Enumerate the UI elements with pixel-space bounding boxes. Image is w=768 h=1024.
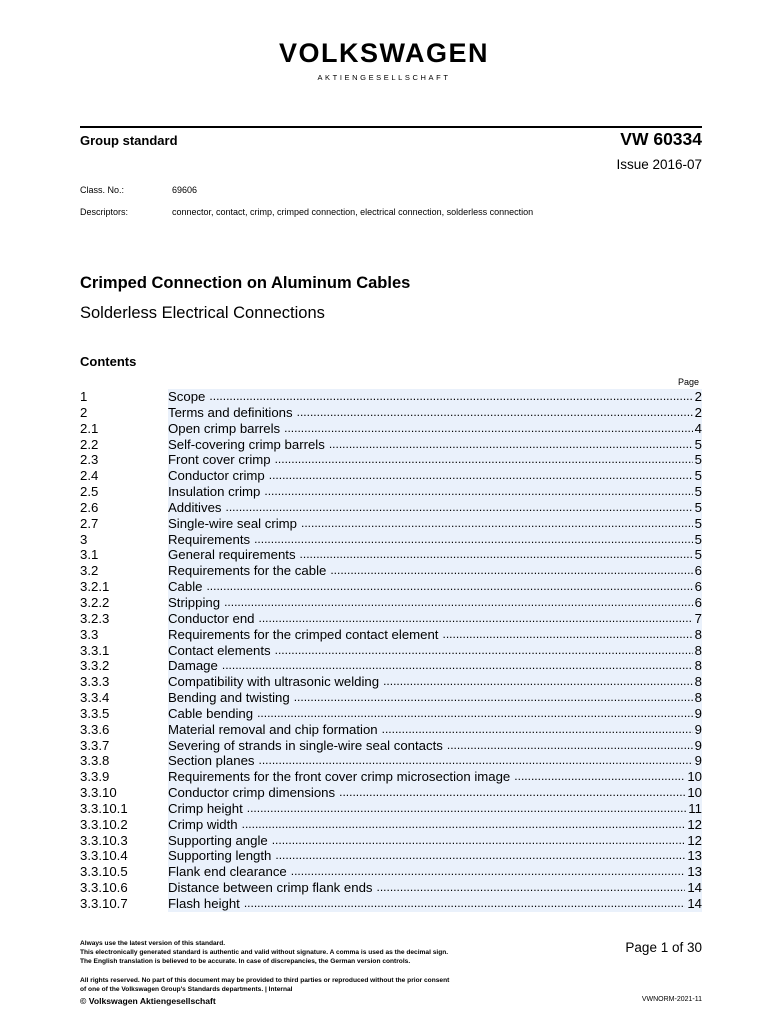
toc-entry-title: Requirements [168, 532, 254, 548]
toc-page-number: 7 [694, 610, 702, 626]
toc-entry-title: Conductor crimp [168, 468, 269, 484]
toc-row [80, 896, 702, 912]
footer-note-internal: of one of the Volkswagen Group's Standards departments. | Internal [80, 986, 293, 993]
toc-page-number: 10 [687, 785, 702, 801]
toc-row [80, 611, 702, 627]
toc-row [80, 817, 702, 833]
toc-entry-title: Cable [168, 579, 206, 595]
toc-row [80, 722, 702, 738]
company-logo-subtitle: AKTIENGESELLSCHAFT [317, 73, 451, 82]
toc-entry-link[interactable] [168, 722, 702, 738]
company-logo-wordmark: VOLKSWAGEN [278, 38, 489, 68]
toc-dot-leader [259, 753, 693, 769]
toc-section-number: 3.2.1 [80, 579, 110, 595]
toc-row [80, 421, 702, 437]
toc-dot-leader [244, 896, 685, 912]
toc-section-number: 2 [80, 404, 88, 420]
toc-section-number: 3.3.1 [80, 642, 110, 658]
toc-dot-leader [447, 738, 693, 754]
footer-note-latest: Always use the latest version of this standard. [80, 940, 226, 947]
toc-section-number: 2.4 [80, 468, 99, 484]
toc-entry-link[interactable] [168, 896, 702, 912]
toc-section-number: 3.1 [80, 547, 99, 563]
toc-dot-leader [377, 880, 686, 896]
toc-page-number: 8 [694, 658, 702, 674]
toc-page-number: 9 [694, 705, 702, 721]
footer-note-rights: All rights reserved. No part of this document may be provided to third parties or reproduced without the prior consent [80, 977, 450, 984]
toc-page-number: 9 [694, 737, 702, 753]
toc-entry-link[interactable] [168, 833, 702, 849]
toc-entry-link[interactable] [168, 880, 702, 896]
toc-entry-link[interactable] [168, 769, 702, 785]
toc-row [80, 706, 702, 722]
toc-entry-link[interactable] [168, 848, 702, 864]
toc-row [80, 484, 702, 500]
toc-entry-link[interactable] [168, 785, 702, 801]
toc-page-number: 2 [694, 404, 702, 420]
toc-entry-title: Requirements for the cable [168, 563, 330, 579]
toc-section-number: 3.3.10.6 [80, 880, 128, 896]
toc-page-number: 6 [694, 594, 702, 610]
toc-section-number: 2.1 [80, 420, 99, 436]
toc-dot-leader [383, 674, 693, 690]
toc-entry-link[interactable] [168, 532, 702, 548]
toc-entry-link[interactable] [168, 468, 702, 484]
toc-entry-title: Cable bending [168, 706, 257, 722]
toc-section-number: 3.3.3 [80, 674, 110, 690]
toc-page-number: 5 [694, 515, 702, 531]
toc-row [80, 674, 702, 690]
toc-entry-title: Scope [168, 389, 209, 405]
toc-page-number: 4 [694, 420, 702, 436]
document-number: VW 60334 [620, 129, 702, 149]
toc-section-number: 2.2 [80, 436, 99, 452]
toc-row [80, 769, 702, 785]
toc-dot-leader [259, 611, 693, 627]
toc-page-number: 6 [694, 563, 702, 579]
toc-dot-leader [284, 421, 693, 437]
toc-entry-link[interactable] [168, 595, 702, 611]
issue-date: Issue 2016-07 [616, 157, 702, 172]
toc-page-number: 14 [687, 896, 702, 911]
toc-row [80, 690, 702, 706]
toc-section-number: 3.2 [80, 563, 99, 579]
toc-section-number: 1 [80, 389, 88, 404]
toc-page-number: 11 [688, 800, 702, 816]
toc-dot-leader [275, 452, 693, 468]
toc-row [80, 595, 702, 611]
toc-entry-title: Single-wire seal crimp [168, 516, 301, 532]
toc-entry-link[interactable] [168, 421, 702, 437]
toc-entry-title: Conductor end [168, 611, 259, 627]
toc-entry-title: Flash height [168, 896, 244, 912]
toc-row [80, 563, 702, 579]
toc-page-number: 8 [694, 642, 702, 658]
toc-dot-leader [264, 484, 692, 500]
toc-section-number: 3.3.10.7 [80, 896, 128, 911]
toc-entry-title: Supporting angle [168, 833, 272, 849]
toc-entry-title: Contact elements [168, 643, 275, 659]
contents-heading: Contents [80, 354, 137, 369]
toc-page-number: 9 [694, 721, 702, 737]
toc-row [80, 437, 702, 453]
toc-dot-leader [301, 516, 693, 532]
toc-entry-title: Terms and definitions [168, 405, 297, 421]
toc-entry-link[interactable] [168, 817, 702, 833]
toc-entry-link[interactable] [168, 738, 702, 754]
toc-dot-leader [247, 801, 687, 817]
toc-entry-title: Stripping [168, 595, 224, 611]
toc-section-number: 2.6 [80, 499, 99, 515]
class-number-value: 69606 [172, 185, 198, 195]
toc-entry-title: Section planes [168, 753, 259, 769]
toc-section-number: 3.3.5 [80, 705, 110, 721]
toc-section-number: 3.3.10.4 [80, 848, 128, 864]
toc-dot-leader [222, 658, 693, 674]
toc-row [80, 532, 702, 548]
toc-page-number: 5 [694, 531, 702, 547]
toc-page-number: 8 [694, 690, 702, 706]
toc-entry-link[interactable] [168, 643, 702, 659]
toc-entry-link[interactable] [168, 484, 702, 500]
toc-dot-leader [226, 500, 693, 516]
toc-entry-title: Front cover crimp [168, 452, 275, 468]
toc-row [80, 468, 702, 484]
toc-dot-leader [382, 722, 693, 738]
toc-dot-leader [291, 864, 686, 880]
toc-dot-leader [294, 690, 693, 706]
toc-section-number: 2.5 [80, 484, 99, 500]
toc-entry-title: Compatibility with ultrasonic welding [168, 674, 383, 690]
toc-page-number: 13 [687, 864, 702, 880]
toc-page-number: 8 [694, 674, 702, 690]
toc-row [80, 753, 702, 769]
toc-section-number: 3.3.8 [80, 753, 110, 769]
toc-entry-link[interactable] [168, 658, 702, 674]
toc-entry-title: Damage [168, 658, 222, 674]
toc-page-number: 9 [694, 753, 702, 769]
toc-dot-leader [257, 706, 693, 722]
toc-entry-link[interactable] [168, 864, 702, 880]
toc-section-number: 3.3.10.2 [80, 816, 128, 832]
toc-entry-link[interactable] [168, 516, 702, 532]
footer-copyright: © Volkswagen Aktiengesellschaft [80, 996, 216, 1006]
toc-section-number: 2.7 [80, 515, 99, 531]
toc-section-number: 2.3 [80, 452, 99, 468]
class-number-label: Class. No.: [80, 185, 125, 195]
toc-entry-title: Requirements for the front cover crimp microsection image [168, 769, 514, 785]
toc-page-number: 8 [694, 626, 702, 642]
form-code: VWNORM-2021-11 [641, 996, 702, 1003]
toc-dot-leader [242, 817, 686, 833]
toc-entry-title: Supporting length [168, 848, 275, 864]
toc-row [80, 500, 702, 516]
toc-entry-title: Flank end clearance [168, 864, 291, 880]
toc-page-number: 5 [694, 547, 702, 563]
toc-entry-title: Additives [168, 500, 226, 516]
toc-entry-link[interactable] [168, 674, 702, 690]
toc-entry-title: Crimp width [168, 817, 242, 833]
toc-dot-leader [514, 769, 685, 785]
document-type: Group standard [80, 133, 178, 148]
toc-row [80, 452, 702, 468]
toc-section-number: 3.3.4 [80, 690, 110, 706]
toc-page-number: 5 [694, 484, 702, 500]
toc-section-number: 3.3.6 [80, 721, 110, 737]
toc-entry-title: Requirements for the crimped contact element [168, 627, 442, 643]
toc-dot-leader [329, 437, 693, 453]
toc-page-number: 10 [687, 769, 702, 785]
toc-entry-link[interactable] [168, 547, 702, 563]
toc-row [80, 833, 702, 849]
toc-row [80, 864, 702, 880]
toc-page-number: 12 [687, 816, 702, 832]
toc-section-number: 3.3.10.1 [80, 800, 128, 816]
toc-dot-leader [254, 532, 693, 548]
toc-entry-link[interactable] [168, 801, 702, 817]
toc-dot-leader [330, 563, 692, 579]
toc-dot-leader [224, 595, 693, 611]
toc-section-number: 3.2.2 [80, 594, 110, 610]
toc-row [80, 627, 702, 643]
toc-entry-title: Severing of strands in single-wire seal contacts [168, 738, 447, 754]
toc-entry-link[interactable] [168, 563, 702, 579]
toc-entry-title: Crimp height [168, 801, 247, 817]
toc-row [80, 643, 702, 659]
table-of-contents [80, 389, 702, 912]
toc-dot-leader [275, 848, 685, 864]
toc-row [80, 579, 702, 595]
header-rule [80, 126, 702, 128]
toc-dot-leader [209, 389, 692, 405]
toc-page-number: 5 [694, 436, 702, 452]
toc-entry-link[interactable] [168, 753, 702, 769]
toc-row [80, 880, 702, 896]
toc-row [80, 516, 702, 532]
toc-entry-title: Insulation crimp [168, 484, 264, 500]
toc-row [80, 848, 702, 864]
toc-page-number: 6 [694, 579, 702, 595]
toc-entry-link[interactable] [168, 389, 702, 405]
toc-dot-leader [206, 579, 692, 595]
toc-dot-leader [442, 627, 692, 643]
toc-page-number: 5 [694, 499, 702, 515]
toc-section-number: 3.3.10.3 [80, 832, 128, 848]
toc-section-number: 3.3.10 [80, 785, 117, 801]
toc-entry-title: Self-covering crimp barrels [168, 437, 329, 453]
toc-entry-link[interactable] [168, 690, 702, 706]
toc-row [80, 389, 702, 405]
toc-page-number: 5 [694, 468, 702, 484]
toc-dot-leader [275, 643, 693, 659]
toc-page-number: 13 [687, 848, 702, 864]
footer-note-translation: The English translation is believed to be accurate. In case of discrepancies, the German version controls. [80, 958, 411, 965]
toc-entry-title: General requirements [168, 547, 300, 563]
descriptors-label: Descriptors: [80, 207, 129, 217]
toc-section-number: 3.3.9 [80, 769, 110, 785]
toc-row [80, 801, 702, 817]
toc-row [80, 658, 702, 674]
toc-section-number: 3 [80, 531, 88, 547]
toc-dot-leader [297, 405, 693, 421]
toc-entry-link[interactable] [168, 706, 702, 722]
toc-dot-leader [272, 833, 686, 849]
toc-entry-link[interactable] [168, 405, 702, 421]
toc-dot-leader [300, 547, 693, 563]
toc-entry-link[interactable] [168, 500, 702, 516]
toc-page-number: 5 [694, 452, 702, 468]
toc-entry-title: Open crimp barrels [168, 421, 284, 437]
toc-section-number: 3.3 [80, 626, 99, 642]
descriptors-value: connector, contact, crimp, crimped connection, electrical connection, solderless connection [172, 207, 534, 217]
toc-entry-title: Bending and twisting [168, 690, 294, 706]
toc-section-number: 3.2.3 [80, 610, 110, 626]
toc-section-number: 3.3.7 [80, 737, 110, 753]
toc-entry-title: Material removal and chip formation [168, 722, 382, 738]
toc-section-number: 3.3.10.5 [80, 864, 128, 880]
toc-page-number: 2 [694, 389, 702, 404]
document-title: Crimped Connection on Aluminum Cables [80, 274, 411, 292]
footer-note-authentic: This electronically generated standard is authentic and valid without signature. A comma is used as the decimal sign. [80, 949, 449, 956]
toc-row [80, 547, 702, 563]
toc-row [80, 405, 702, 421]
toc-entry-link[interactable] [168, 437, 702, 453]
toc-entry-link[interactable] [168, 611, 702, 627]
toc-row [80, 738, 702, 754]
toc-entry-title: Distance between crimp flank ends [168, 880, 377, 896]
toc-entry-link[interactable] [168, 579, 702, 595]
toc-row [80, 785, 702, 801]
document-subtitle: Solderless Electrical Connections [80, 304, 325, 322]
page-number: Page 1 of 30 [625, 940, 702, 955]
toc-entry-link[interactable] [168, 627, 702, 643]
toc-dot-leader [339, 785, 685, 801]
toc-section-number: 3.3.2 [80, 658, 110, 674]
toc-entry-link[interactable] [168, 452, 702, 468]
toc-page-number: 14 [687, 880, 702, 896]
toc-dot-leader [269, 468, 693, 484]
page-column-label: Page [677, 377, 699, 387]
toc-entry-title: Conductor crimp dimensions [168, 785, 339, 801]
toc-page-number: 12 [687, 832, 702, 848]
